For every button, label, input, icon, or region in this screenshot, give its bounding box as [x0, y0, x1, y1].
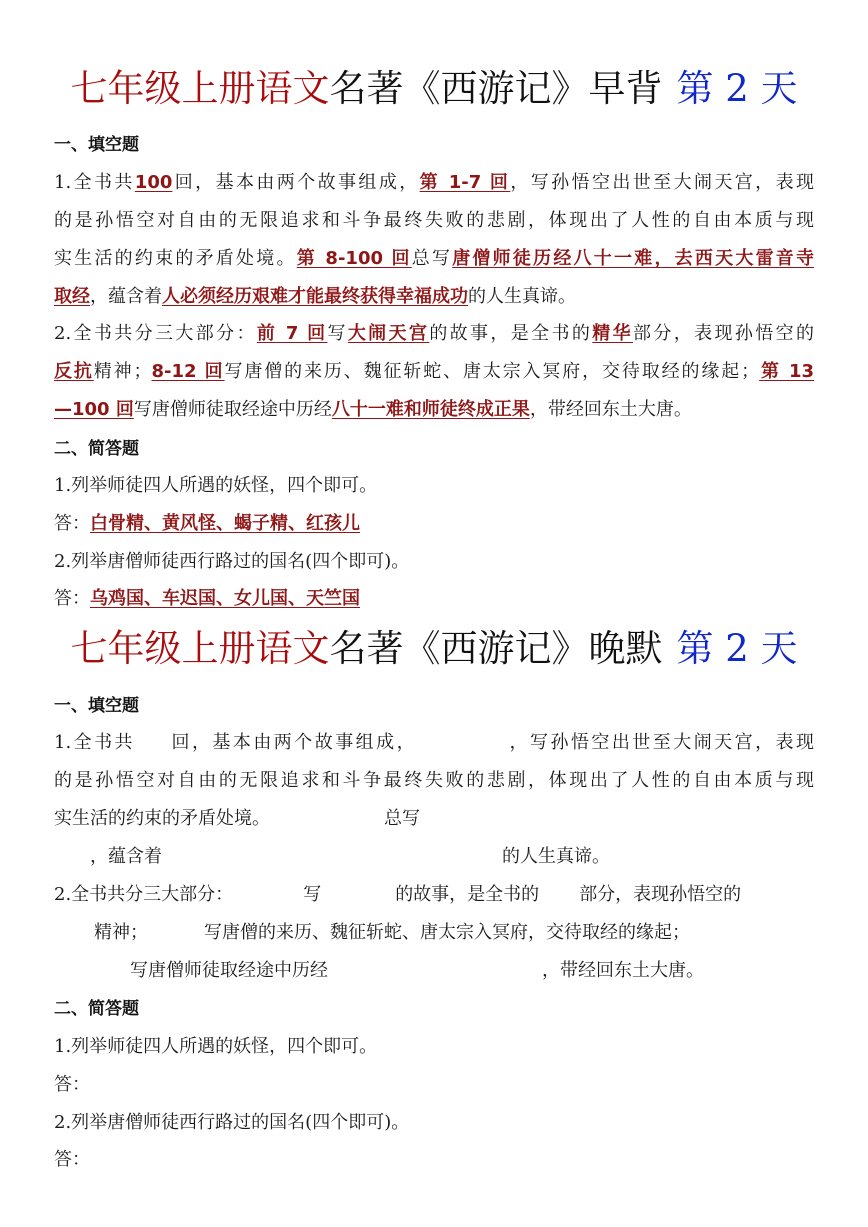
morning-q1-line4	[54, 285, 814, 309]
evening-title-red: 七年级上册语文	[70, 627, 330, 670]
answer: 白骨精、黄风怪、蝎子精、红孩儿	[90, 513, 360, 534]
text: 2.全书共分三大部分：	[54, 884, 234, 905]
evening-title	[0, 626, 868, 672]
morning-q2-line1	[54, 322, 814, 346]
answer: 第 8-100 回	[296, 248, 412, 269]
evening-q2-line1	[54, 883, 814, 907]
text: 精神；	[93, 361, 152, 382]
evening-section-short-answer: 二、简答题	[54, 999, 139, 1019]
morning-q2-line3	[54, 398, 814, 422]
text: 回，基本由两个故事组成，	[172, 172, 420, 193]
answer: 取经	[54, 286, 90, 307]
text: 总写	[384, 808, 420, 829]
text: 实生活的约束的矛盾处境。	[54, 248, 297, 269]
text: 1.全书共	[54, 172, 135, 193]
evening-title-day: 第 2 天	[676, 627, 798, 670]
answer-label: 答：	[54, 588, 90, 609]
morning-q1-line1	[54, 171, 814, 195]
text: 写	[327, 323, 348, 344]
text: 写唐僧师徒取经途中历经	[133, 399, 332, 420]
answer: 8-12 回	[151, 361, 225, 382]
text: 的故事，是全书的	[395, 884, 540, 905]
text: ，蕴含着	[90, 286, 162, 307]
text: 总写	[411, 248, 453, 269]
text: 部分，表现孙悟空的	[633, 323, 815, 344]
evening-q1-line2: 的是孙悟空对自由的无限追求和斗争最终失败的悲剧，体现出了人性的自由本质与现	[54, 770, 814, 791]
text: 回，基本由两个故事组成，	[169, 732, 418, 753]
morning-title	[0, 66, 868, 112]
morning-section-short-answer: 二、简答题	[54, 439, 139, 459]
answer: 反抗	[54, 361, 94, 382]
evening-q2-line2	[54, 921, 814, 945]
text: 部分，表现孙悟空的	[579, 884, 742, 905]
answer: 乌鸡国、车迟国、女儿国、天竺国	[90, 588, 360, 609]
text: 2.全书共分三大部分：	[54, 323, 257, 344]
evening-answer2-label: 答：	[54, 1149, 90, 1170]
text: 实生活的约束的矛盾处境。	[54, 808, 270, 829]
text: ，写孙悟空出世至大闹天宫，表现	[507, 732, 815, 753]
answer-label: 答：	[54, 513, 90, 534]
text: 1.全书共	[54, 732, 136, 753]
answer: 八十一难和师徒终成正果	[331, 399, 530, 420]
text: ，带经回东土大唐。	[542, 960, 704, 981]
text: 写唐僧的来历、魏征斩蛇、唐太宗入冥府，交待取经的缘起；	[224, 361, 760, 382]
morning-section-fill-blank: 一、填空题	[54, 135, 139, 155]
answer: 第 13	[759, 361, 815, 382]
morning-title-red: 七年级上册语文	[70, 67, 330, 110]
morning-sq1: 1.列举师徒四人所遇的妖怪，四个即可。	[54, 475, 378, 496]
answer: 第 1-7 回	[419, 172, 511, 193]
text: 的故事，是全书的	[429, 323, 593, 344]
morning-answer2-row	[54, 587, 814, 611]
text: 的人生真谛。	[502, 846, 610, 867]
evening-q1-line1	[54, 731, 814, 755]
text: 写唐僧师徒取经途中历经	[130, 960, 328, 981]
evening-sq1: 1.列举师徒四人所遇的妖怪，四个即可。	[54, 1036, 378, 1057]
morning-q1-line2: 的是孙悟空对自由的无限追求和斗争最终失败的悲剧，体现出了人性的自由本质与现	[54, 210, 814, 231]
answer: 100	[134, 172, 173, 193]
text: ，带经回东土大唐。	[529, 399, 692, 420]
evening-q2-line3	[54, 959, 814, 983]
text: ，蕴含着	[90, 846, 162, 867]
text: 写	[303, 884, 322, 905]
text: 写唐僧的来历、魏征斩蛇、唐太宗入冥府，交待取经的缘起；	[204, 922, 690, 943]
evening-sq2: 2.列举唐僧师徒西行路过的国名(四个即可)。	[54, 1112, 410, 1133]
morning-sq2: 2.列举唐僧师徒西行路过的国名(四个即可)。	[54, 551, 410, 572]
evening-q1-line4	[54, 845, 814, 869]
answer: —100 回	[54, 399, 134, 420]
evening-answer1-label: 答：	[54, 1074, 90, 1095]
text: 的人生真谛。	[468, 286, 576, 307]
morning-title-black: 名著《西游记》早背	[329, 67, 663, 110]
morning-q2-line2	[54, 360, 814, 384]
morning-q1-line3	[54, 247, 814, 271]
morning-answer1-row	[54, 512, 814, 536]
evening-section-fill-blank: 一、填空题	[54, 696, 139, 716]
evening-title-black: 名著《西游记》晚默	[329, 627, 663, 670]
answer: 人必须经历艰难才能最终获得幸福成功	[162, 286, 468, 307]
answer: 前 7 回	[256, 323, 328, 344]
answer: 大闹天宫	[347, 323, 430, 344]
text: ，写孙悟空出世至大闹天宫，表现	[510, 172, 814, 193]
text: 精神；	[94, 922, 148, 943]
answer: 唐僧师徒历经八十一难，去西天大雷音寺	[452, 248, 815, 269]
evening-q1-line3	[54, 807, 814, 831]
answer: 精华	[592, 323, 634, 344]
morning-title-day: 第 2 天	[676, 67, 798, 110]
